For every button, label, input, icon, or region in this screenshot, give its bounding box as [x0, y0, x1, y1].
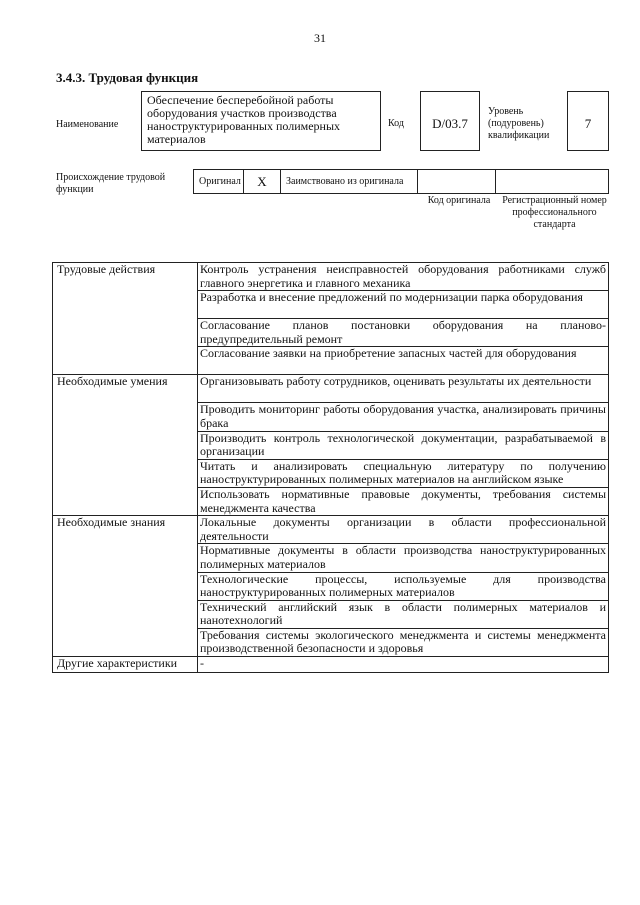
origin-label: Происхождение трудовой функции [56, 172, 166, 195]
requirement-cell: Проводить мониторинг работы оборудования участка, анализировать причины брака [198, 403, 609, 431]
requirement-cell: Производить контроль технологической документации, разрабатываемой в организации [198, 431, 609, 459]
requirement-cell: Организовывать работу сотрудников, оценивать результаты их деятельности [198, 375, 609, 403]
requirement-cell: Согласование планов постановки оборудования на планово-предупредительный ремонт [198, 319, 609, 347]
original-code-cell [418, 170, 496, 193]
table-row [53, 657, 609, 673]
qualification-level-label: Уровень (подуровень) квалификации [488, 106, 550, 141]
original-mark: X [244, 170, 281, 193]
page-number: 31 [314, 31, 326, 45]
origin-row [193, 169, 609, 194]
function-name-box: Обеспечение бесперебойной работы оборудования участков производства наноструктурированных полимерных материалов [141, 91, 381, 151]
original-code-caption: Код оригинала [427, 195, 491, 206]
table-row [53, 263, 609, 291]
category-cell: Необходимые умения [53, 375, 198, 516]
requirement-cell: Согласование заявки на приобретение запасных частей для оборудования [198, 347, 609, 375]
code-label: Код [388, 118, 404, 129]
requirement-cell: Разработка и внесение предложений по модернизации парка оборудования [198, 291, 609, 319]
original-label: Оригинал [194, 170, 244, 193]
table-row [53, 375, 609, 403]
registration-number-caption: Регистрационный номер профессионального стандарта [502, 195, 607, 230]
requirement-cell: Требования системы экологического менеджмента и системы менеджмента производственной безопасности и здоровья [198, 628, 609, 656]
category-cell: Трудовые действия [53, 263, 198, 375]
table-row [53, 516, 609, 544]
requirement-cell: Читать и анализировать специальную литературу по получению наноструктурированных полимерных материалов на английском языке [198, 459, 609, 487]
requirement-cell: Нормативные документы в области производства наноструктурированных полимерных материалов [198, 544, 609, 572]
requirement-cell: - [198, 657, 609, 673]
code-value-box: D/03.7 [420, 91, 480, 151]
registration-number-cell [496, 170, 608, 193]
name-label: Наименование [56, 119, 119, 130]
borrowed-label: Заимствовано из оригинала [281, 170, 418, 193]
qualification-level-box: 7 [567, 91, 609, 151]
section-title: 3.4.3. Трудовая функция [56, 70, 199, 85]
requirement-cell: Контроль устранения неисправностей оборудования работниками служб главного энергетика и главного механика [198, 263, 609, 291]
requirement-cell: Технический английский язык в области полимерных материалов и нанотехнологий [198, 600, 609, 628]
requirement-cell: Использовать нормативные правовые документы, требования системы менеджмента качества [198, 487, 609, 515]
category-cell: Необходимые знания [53, 516, 198, 657]
category-cell: Другие характеристики [53, 657, 198, 673]
requirement-cell: Локальные документы организации в области профессиональной деятельности [198, 516, 609, 544]
requirement-cell: Технологические процессы, используемые для производства наноструктурированных полимерных материалов [198, 572, 609, 600]
function-details-table [52, 262, 609, 673]
